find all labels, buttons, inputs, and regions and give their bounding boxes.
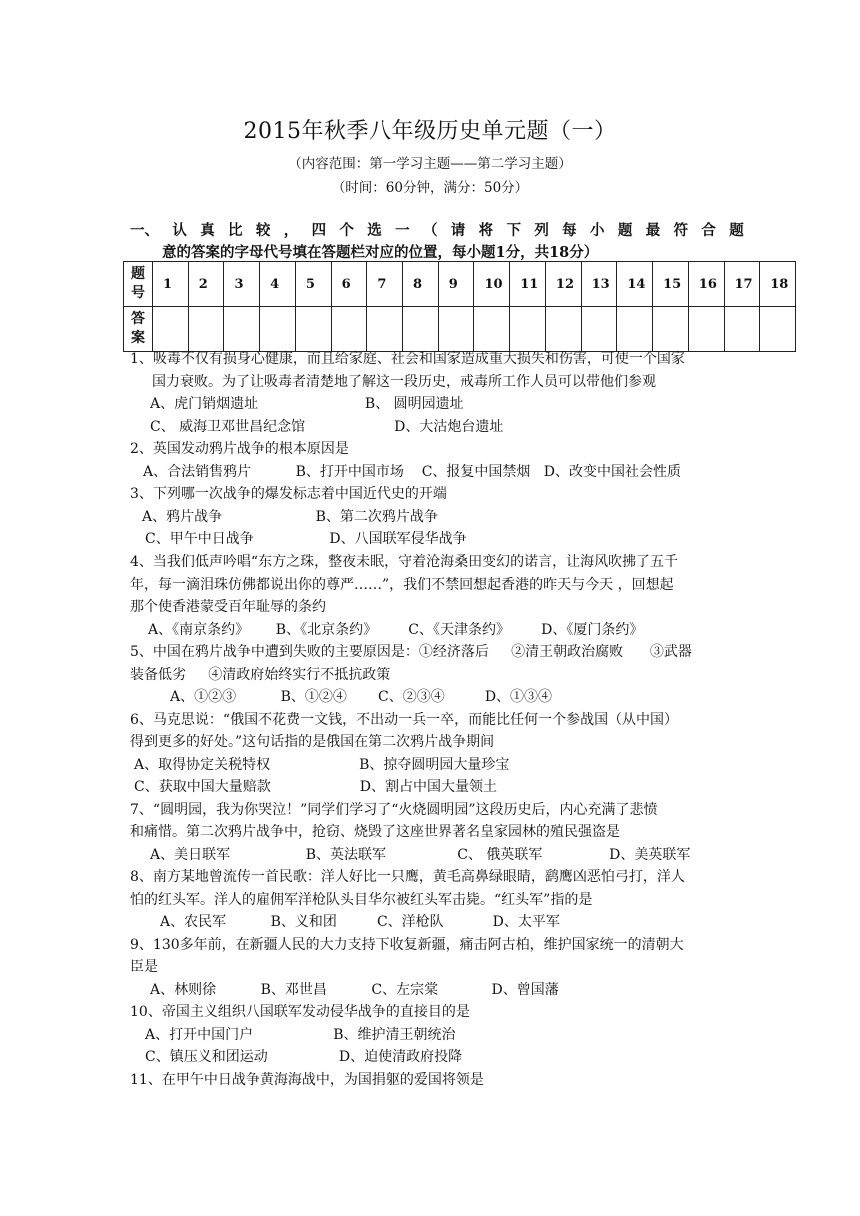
answer-options: A、鸦片战争 B、第二次鸦片战争 [142, 509, 438, 525]
heading-char: 请 [450, 222, 466, 239]
question-text: 3、下列哪一次战争的爆发标志着中国近代史的开端 [130, 486, 447, 502]
question-number-cell: 8 [403, 262, 439, 307]
heading-char: 列 [534, 222, 549, 239]
answer-table [123, 261, 796, 352]
question-number-cell: 1 [153, 262, 189, 307]
question-text: 和痛惜。第二次鸦片战争中，抢窃、烧毁了这座世界著名皇家园林的殖民强盗是 [130, 824, 620, 840]
number-row [124, 262, 796, 307]
question-number-cell: 15 [653, 262, 689, 307]
heading-char: 选 [367, 222, 382, 239]
question-text: 11、在甲午中日战争黄海海战中，为国捐躯的爱国将领是 [130, 1072, 484, 1088]
answer-options: A、《南京条约》 B、《北京条约》 C、《天津条约》 D、《厦门条约》 [148, 622, 644, 638]
answer-cell[interactable] [724, 307, 760, 352]
section1-heading [130, 219, 744, 240]
answer-options: A、①②③ B、①②④ C、②③④ D、①③④ [170, 689, 553, 705]
answer-cell[interactable] [581, 307, 617, 352]
answer-cell[interactable] [474, 307, 510, 352]
section1-heading-line2: 意的答案的字母代号填在答题栏对应的位置，每小题1分，共18分） [162, 244, 599, 261]
heading-char: 比 [228, 222, 243, 239]
answer-options: A、合法销售鸦片 B、打开中国市场 C、报复中国禁烟 D、改变中国社会性质 [143, 464, 681, 480]
question-number-cell: 16 [688, 262, 724, 307]
question-text: 10、帝国主义组织八国联军发动侵华战争的直接目的是 [130, 1004, 470, 1020]
heading-char: 最 [645, 222, 661, 239]
heading-char: 一 [395, 222, 410, 239]
answer-options: C、镇压义和团运动 D、迫使清政府投降 [145, 1049, 463, 1065]
answer-cell[interactable] [295, 307, 331, 352]
answer-options: A、美日联军 B、英法联军 C、 俄英联军 D、美英联军 [150, 847, 691, 863]
answer-cell[interactable] [653, 307, 689, 352]
heading-char: 每 [562, 222, 577, 239]
question-number-cell: 2 [188, 262, 224, 307]
question-text: 1、吸毒不仅有损身心健康，而且给家庭、社会和国家造成重大损失和伤害，可使一个国家 [130, 351, 685, 367]
heading-char: 认 [172, 222, 187, 239]
answer-cell[interactable] [688, 307, 724, 352]
question-number-cell: 18 [760, 262, 796, 307]
heading-char: ， [283, 222, 299, 239]
heading-char: 题 [729, 222, 744, 239]
answer-header: 答 案 [124, 307, 153, 352]
heading-char: 合 [701, 222, 716, 239]
heading-char: 四 [311, 222, 327, 239]
question-text: 得到更多的好处。”这句话指的是俄国在第二次鸦片战争期间 [130, 734, 495, 750]
time-info: （时间：60分钟，满分：50分） [331, 180, 529, 196]
question-number-cell: 13 [581, 262, 617, 307]
heading-char: 一、 [130, 222, 159, 239]
question-number-cell: 5 [295, 262, 331, 307]
answer-cell[interactable] [545, 307, 581, 352]
question-text: 臣是 [130, 959, 158, 975]
heading-char: 真 [200, 222, 215, 239]
question-number-cell: 4 [260, 262, 296, 307]
answer-options: A、虎门销烟遗址 B、 圆明园遗址 [150, 396, 464, 412]
question-number-cell: 14 [617, 262, 653, 307]
heading-char: 题 [617, 222, 633, 239]
question-text: 9、130多年前，在新疆人民的大力支持下收复新疆，痛击阿古柏，维护国家统一的清朝大 [130, 937, 684, 953]
question-text: 国力衰败。为了让吸毒者清楚地了解这一段历史，戒毒所工作人员可以带他们参观 [152, 374, 656, 390]
answer-cell[interactable] [224, 307, 260, 352]
question-text: 6、马克思说：“俄国不花费一文钱，不出动一兵一卒，而能比任何一个参战国（从中国） [130, 712, 679, 728]
answer-options: A、取得协定关税特权 B、掠夺圆明园大量珍宝 [134, 757, 510, 773]
heading-char: 符 [673, 222, 689, 239]
question-text: 2、英国发动鸦片战争的根本原因是 [130, 441, 349, 457]
question-text: 8、南方某地曾流传一首民歌：洋人好比一只鹰，黄毛高鼻绿眼睛，鹞鹰凶恶怕弓打，洋人 [130, 869, 685, 885]
question-text: 那个使香港蒙受百年耻辱的条约 [130, 599, 326, 615]
heading-char: 个 [339, 222, 354, 239]
question-text: 怕的红头军。洋人的雇佣军洋枪队头目华尔被红头军击毙。“红头军”指的是 [130, 892, 593, 908]
page-title: 2015年秋季八年级历史单元题（一） [243, 119, 617, 144]
heading-char: （ [422, 222, 438, 239]
answer-options: C、获取中国大量赔款 D、割占中国大量领土 [134, 779, 497, 795]
question-text: 年，每一滴泪珠仿佛都说出你的尊严……”，我们不禁回想起香港的昨天与今天 ，回想起 [130, 577, 674, 593]
heading-char: 较 [255, 222, 271, 239]
answer-options: A、林则徐 B、邓世昌 C、左宗棠 D、曾国藩 [150, 982, 559, 998]
question-number-cell: 9 [438, 262, 474, 307]
question-number-cell: 17 [724, 262, 760, 307]
answer-options: A、农民军 B、义和团 C、洋枪队 D、太平军 [160, 914, 560, 930]
answer-cell[interactable] [153, 307, 189, 352]
answer-cell[interactable] [331, 307, 367, 352]
answer-cell[interactable] [438, 307, 474, 352]
answer-row [124, 307, 796, 352]
answer-cell[interactable] [617, 307, 653, 352]
answer-cell[interactable] [188, 307, 224, 352]
question-number-cell: 10 [474, 262, 510, 307]
answer-cell[interactable] [403, 307, 439, 352]
answer-cell[interactable] [367, 307, 403, 352]
question-number-cell: 7 [367, 262, 403, 307]
number-header: 题 号 [124, 262, 153, 307]
question-text: 装备低劣 ④清政府始终实行不抵抗政策 [130, 667, 391, 683]
question-number-cell: 11 [510, 262, 546, 307]
answer-cell[interactable] [760, 307, 796, 352]
answer-options: C、 威海卫邓世昌纪念馆 D、大沽炮台遗址 [150, 419, 504, 435]
question-text: 5、中国在鸦片战争中遭到失败的主要原因是：①经济落后 ②清王朝政治腐败 ③武器 [130, 644, 692, 660]
answer-cell[interactable] [510, 307, 546, 352]
question-text: 4、当我们低声吟唱“东方之珠，整夜未眠，守着沧海桑田变幻的诺言，让海风吹拂了五千 [130, 554, 679, 570]
question-number-cell: 12 [545, 262, 581, 307]
heading-char: 下 [506, 222, 521, 239]
answer-cell[interactable] [260, 307, 296, 352]
answer-options: A、打开中国门户 B、维护清王朝统治 [145, 1027, 456, 1043]
content-scope: （内容范围：第一学习主题——第二学习主题） [288, 156, 572, 172]
question-number-cell: 3 [224, 262, 260, 307]
question-text: 7、“圆明园，我为你哭泣！”同学们学习了“火烧圆明园”这段历史后，内心充满了悲愤 [130, 802, 658, 818]
answer-options: C、甲午中日战争 D、八国联军侵华战争 [145, 531, 467, 547]
question-number-cell: 6 [331, 262, 367, 307]
heading-char: 小 [590, 222, 605, 239]
heading-char: 将 [478, 222, 494, 239]
